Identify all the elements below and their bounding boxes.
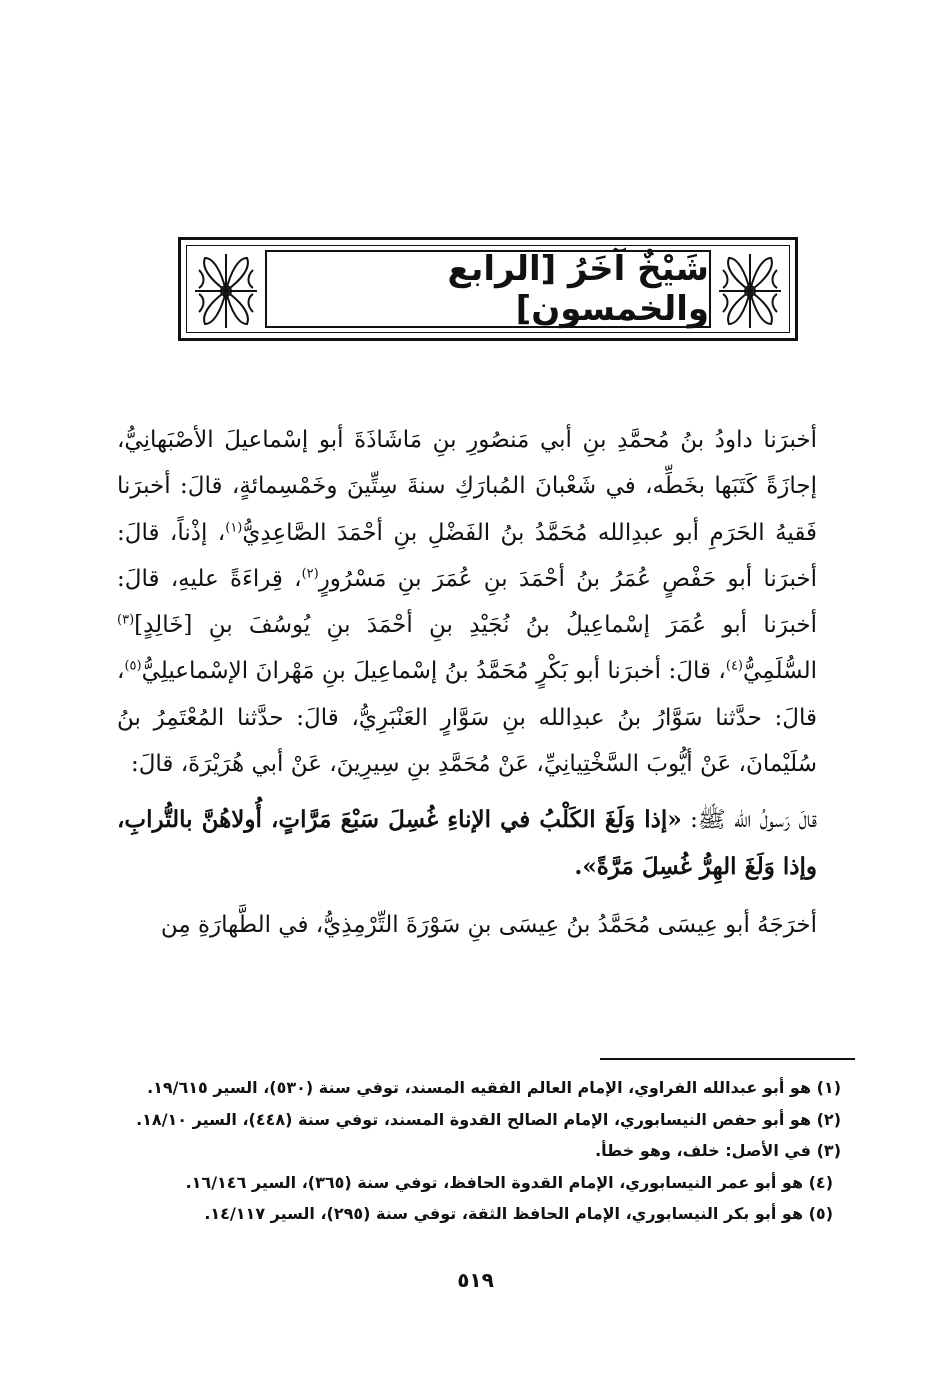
isnad-text: ، قالَ: حدَّثنا سَوَّارُ بنُ عبدِالله بنِ سَوَّارٍ العَنْبَرِيُّ، قالَ: حدَّثنا المُعْتَمِرُ بنُ سُلَيْمانَ، عَنْ أيُّوبَ السَّخْتِيانِيِّ، عَنْ مُحَمَّدِ بنِ سِيرِينَ، عَنْ أبي هُرَيْرَةَ، قالَ: xyxy=(117,658,817,778)
isnad-paragraph xyxy=(117,417,817,787)
hadith-paragraph xyxy=(117,797,817,890)
isnad-text: ، قِراءَةً عليهِ، قالَ: أخبرَنا أبو عُمَرَ إسْماعِيلُ بنُ نُجَيْدِ بنِ أحْمَدَ بنِ يُوسُفَ بنِ [خَالِدٍ] xyxy=(117,565,817,639)
footnote-separator xyxy=(600,1058,855,1060)
heading-inner-border xyxy=(186,245,790,333)
footnote-5: (٥) هو أبو بكر النيسابوري، الإمام الحافظ الثقة، توفي سنة (٢٩٥)، السير ١٤/١١٧. xyxy=(204,1204,833,1223)
isnad-text: أخبرَنا داودُ بنُ مُحمَّدِ بنِ أبي مَنصُورِ بنِ مَاشَاذَةَ أبو إسْماعيلَ الأصْبَهانِيُّ، إجازَةً كَتَبَها بخَطِّه، في شَعْبانَ المُبارَكِ سنةَ سِتِّينَ وخَمْسِمائةٍ، قالَ: أخبرَنا فَقيهُ الحَرَمِ أبو عبدِالله مُحَمَّدُ بنُ الفَضْلِ بنِ أحْمَدَ الصَّاعِدِيُّ xyxy=(117,427,817,546)
main-text xyxy=(117,417,817,948)
footnote-ref-5[interactable]: (٥) xyxy=(124,658,142,674)
footnote-ref-1[interactable]: (١) xyxy=(225,519,243,535)
isnad-text: السُّلَمِيُّ xyxy=(743,658,817,685)
isnad-text: ، إذْناً، قالَ: أخبرَنا أبو حَفْصٍ عُمَرُ بنُ أحْمَدَ بنِ عُمَرَ بنِ مَسْرُورٍ xyxy=(117,519,817,592)
heading-title-box xyxy=(265,250,711,328)
footnotes xyxy=(101,1072,841,1230)
floral-ornament-icon xyxy=(715,250,785,332)
chapter-title: شَيْخٌ آخَرُ [الرابع والخمسون] xyxy=(447,249,709,329)
page-number: ٥١٩ xyxy=(457,1268,494,1292)
footnote-3: (٣) في الأصل: خلف، وهو خطأ. xyxy=(595,1141,841,1160)
footnote-ref-2[interactable]: (٢) xyxy=(301,566,319,582)
footnote-2: (٢) هو أبو حفص النيسابوري، الإمام الصالح القدوة المسند، توفي سنة (٤٤٨)، السير ١٨/١٠. xyxy=(136,1109,841,1129)
isnad-text: ، قالَ: أخبرَنا أبو بَكْرٍ مُحَمَّدُ بنُ إسْماعِيلَ بنِ مَهْرانَ الإسْماعيلِيُّ xyxy=(141,658,726,685)
footnote-ref-3[interactable]: (٣) xyxy=(117,612,135,628)
footnote-ref-4[interactable]: (٤) xyxy=(725,658,743,674)
hadith-intro: قالَ رَسولُ الله ﷺ: xyxy=(681,807,817,834)
footnote-1: (١) هو أبو عبدالله الفراوي، الإمام العالم الفقيه المسند، توفي سنة (٥٣٠)، السير ١٩/٦١٥. xyxy=(147,1078,841,1097)
chapter-heading-frame xyxy=(178,237,798,341)
floral-ornament-icon xyxy=(191,250,261,332)
hadith-text: «إذا وَلَغَ الكَلْبُ في الإناءِ غُسِلَ سَبْعَ مَرَّاتٍ، أُولاهُنَّ بالتُّرابِ، وإذا وَلَغَ الهِرُّ غُسِلَ مَرَّةً». xyxy=(117,806,817,880)
takhrij-paragraph: أخرَجَهُ أبو عِيسَى مُحَمَّدُ بنُ عِيسَى بنِ سَوْرَةَ التِّرْمِذِيُّ، في الطَّهارَةِ مِن xyxy=(160,911,817,938)
footnote-4: (٤) هو أبو عمر النيسابوري، الإمام القدوة الحافظ، توفي سنة (٣٦٥)، السير ١٦/١٤٦. xyxy=(185,1172,833,1192)
